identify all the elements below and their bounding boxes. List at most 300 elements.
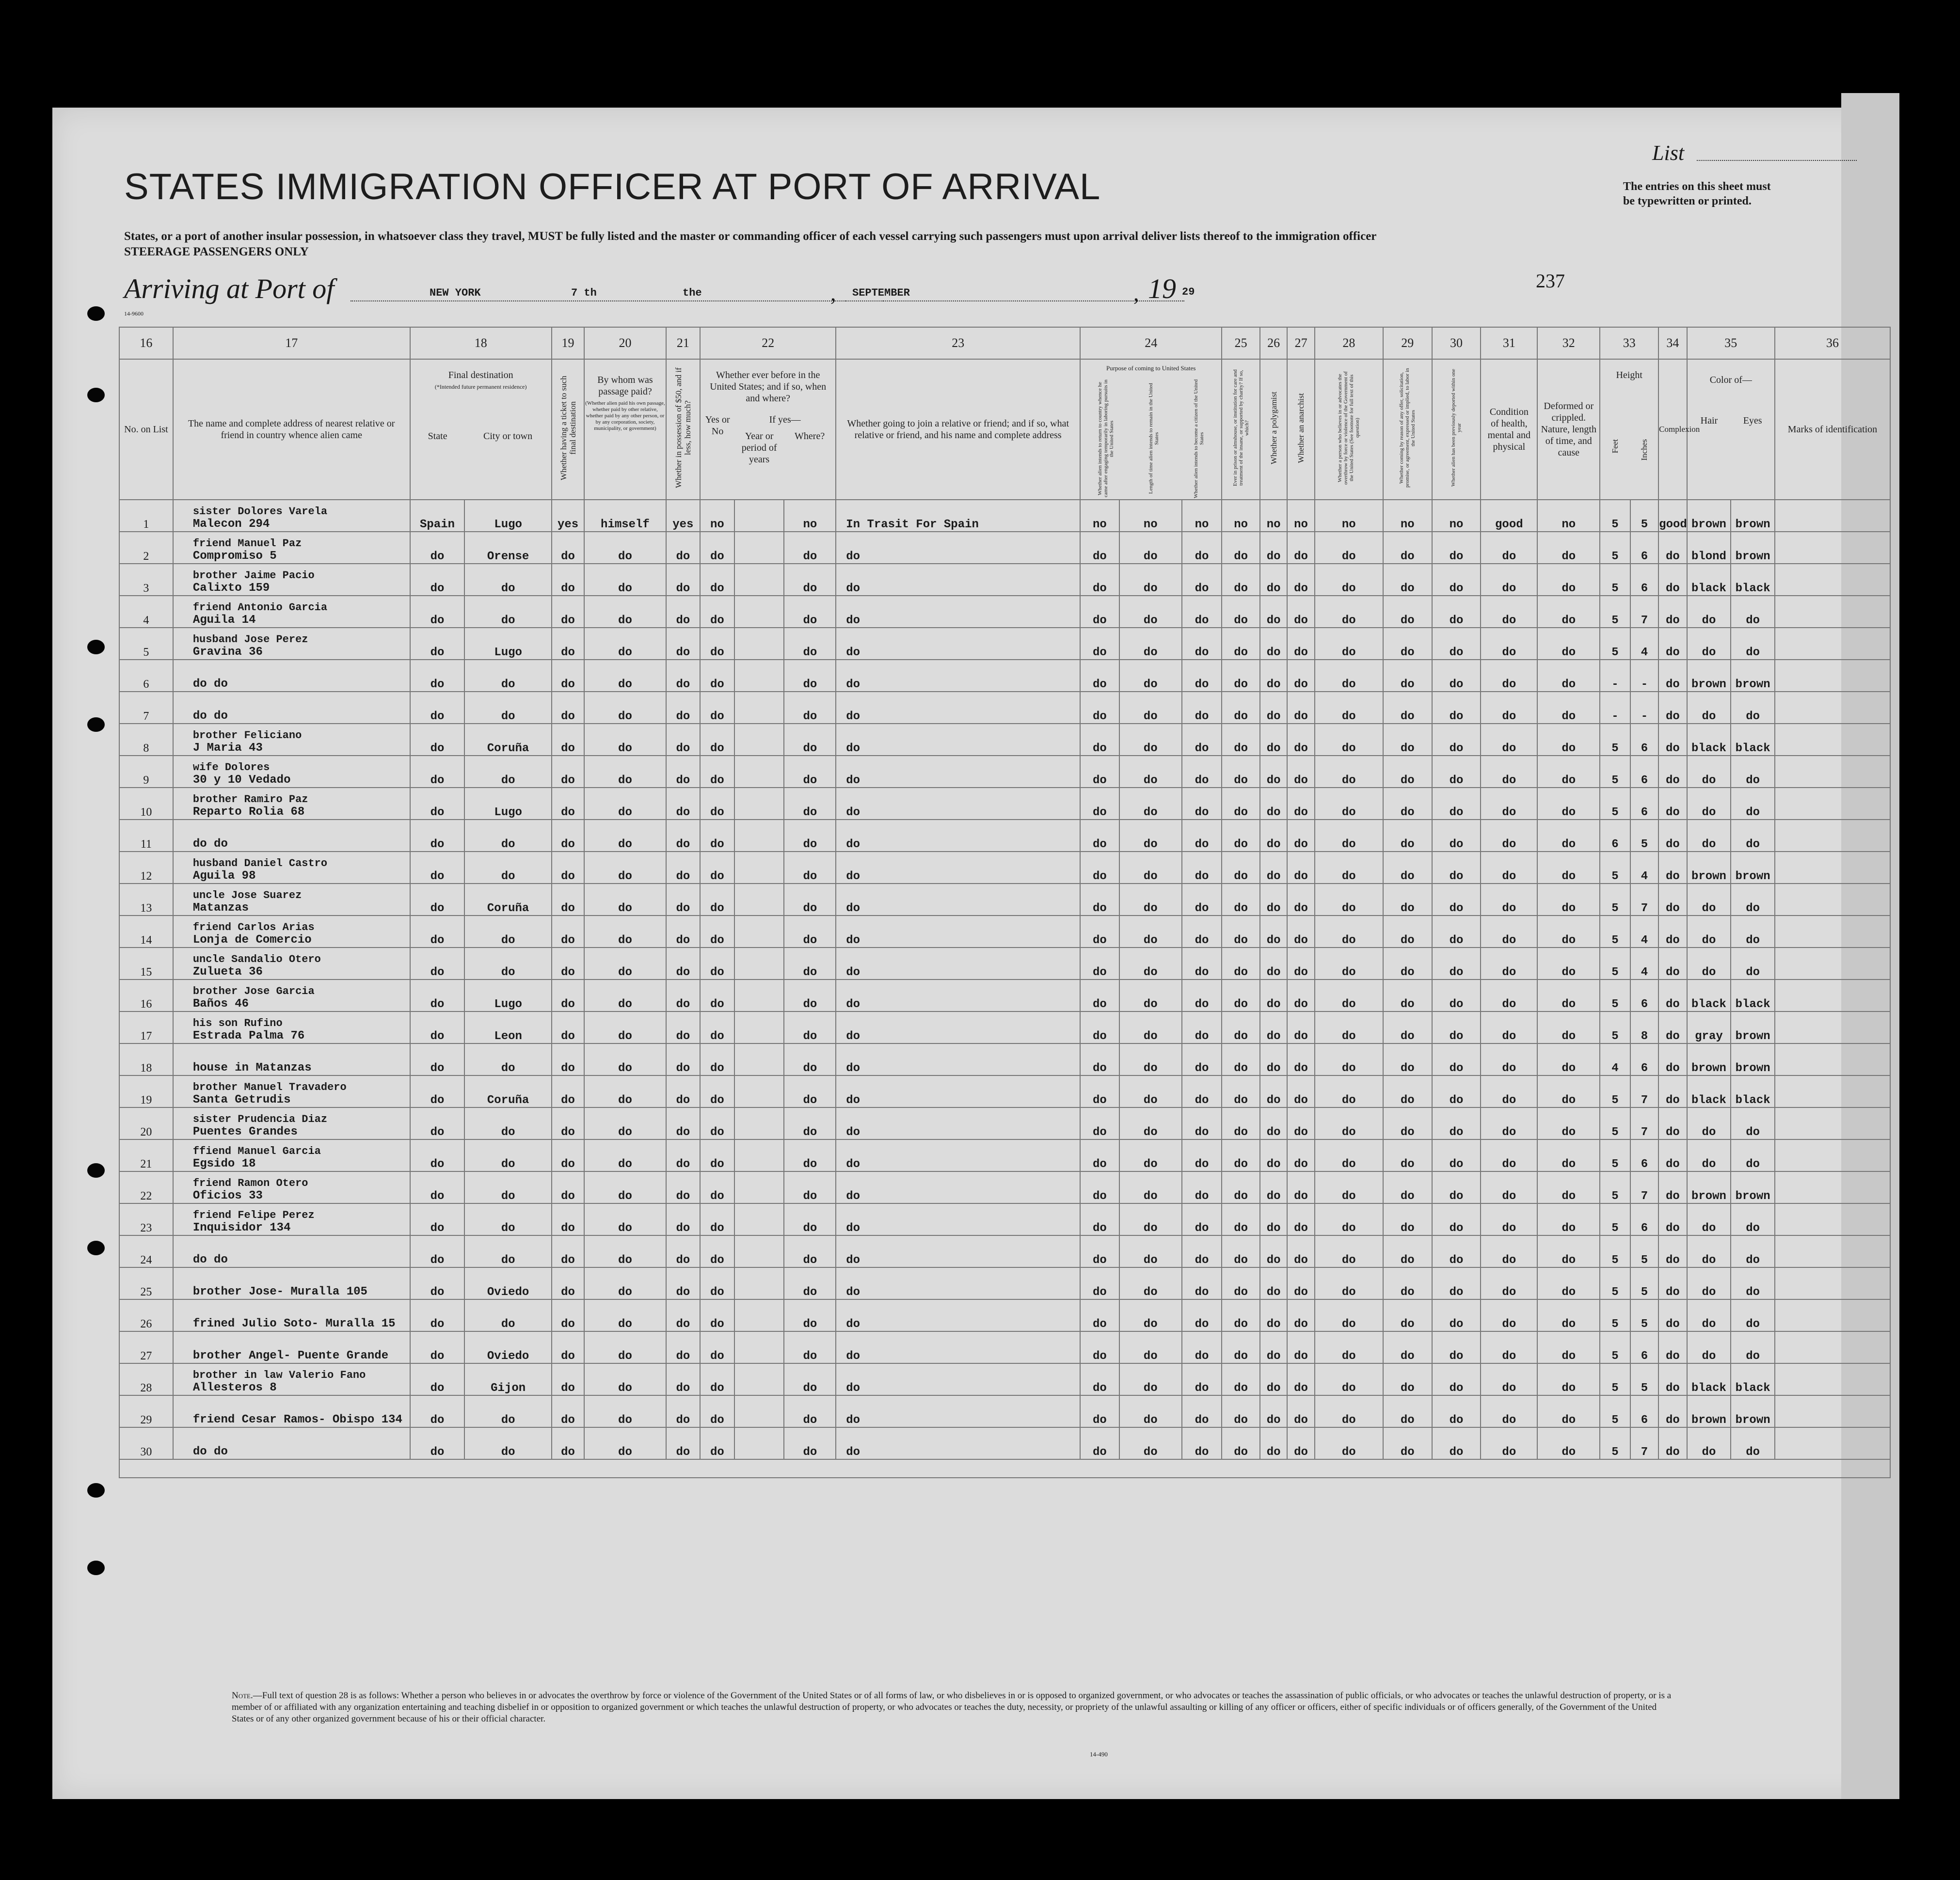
state-cell: do xyxy=(410,596,465,628)
relative-address-line: Calixto 159 xyxy=(192,582,270,595)
complexion-cell: do xyxy=(1658,1299,1687,1331)
relative-name xyxy=(193,1433,410,1445)
purpose-a-cell: do xyxy=(1080,1267,1119,1299)
year-prefix: 19 xyxy=(1148,273,1176,304)
row-number: 16 xyxy=(119,979,173,1011)
polygamist-cell: do xyxy=(1260,1267,1287,1299)
before-us-cell: do xyxy=(700,1331,734,1363)
feet-cell: 5 xyxy=(1600,1235,1630,1267)
health-cell: do xyxy=(1481,1011,1537,1043)
purpose-b-cell: do xyxy=(1119,948,1182,979)
eyes-cell: do xyxy=(1731,1427,1775,1459)
joining-cell: do xyxy=(836,1171,1080,1203)
deformed-cell: do xyxy=(1537,1235,1600,1267)
hair-cell: brown xyxy=(1687,852,1731,884)
city-cell: do xyxy=(464,948,551,979)
hdr-color xyxy=(1687,359,1775,500)
row-number: 26 xyxy=(119,1299,173,1331)
row-number: 1 xyxy=(119,500,173,532)
hdr-complexion: Complexion xyxy=(1658,359,1687,500)
q28-cell: do xyxy=(1315,1139,1383,1171)
q29-cell: do xyxy=(1383,756,1432,788)
purpose-a-cell: do xyxy=(1080,1395,1119,1427)
purpose-b-cell: do xyxy=(1119,660,1182,692)
row-number: 14 xyxy=(119,916,173,948)
q30-cell: do xyxy=(1432,788,1481,820)
row-number: 20 xyxy=(119,1107,173,1139)
relative-address-line: Estrada Palma 76 xyxy=(192,1029,305,1043)
table-row xyxy=(119,596,1890,628)
q30-cell: do xyxy=(1432,820,1481,852)
polygamist-cell: do xyxy=(1260,1139,1287,1171)
city-cell: do xyxy=(464,1395,551,1427)
purpose-c-cell: do xyxy=(1182,1203,1222,1235)
q28-cell: do xyxy=(1315,1363,1383,1395)
q30-cell: do xyxy=(1432,948,1481,979)
hair-cell: brown xyxy=(1687,660,1731,692)
q29-cell: no xyxy=(1383,500,1432,532)
period-cell xyxy=(734,1075,784,1107)
health-cell: do xyxy=(1481,1171,1537,1203)
ticket-cell: do xyxy=(552,1299,585,1331)
passage-paid-cell: do xyxy=(584,1427,666,1459)
before-us-cell: do xyxy=(700,564,734,596)
hair-cell: gray xyxy=(1687,1011,1731,1043)
q30-cell: do xyxy=(1432,1171,1481,1203)
prison-cell: do xyxy=(1222,820,1260,852)
marks-cell xyxy=(1775,1235,1890,1267)
deformed-cell: do xyxy=(1537,660,1600,692)
deformed-cell: do xyxy=(1537,596,1600,628)
relative-address xyxy=(173,1395,410,1427)
q28-cell: do xyxy=(1315,1203,1383,1235)
q28-cell: do xyxy=(1315,724,1383,756)
eyes-cell: brown xyxy=(1731,852,1775,884)
anarchist-cell: do xyxy=(1287,820,1314,852)
state-cell: do xyxy=(410,948,465,979)
q30-cell: do xyxy=(1432,1363,1481,1395)
q29-cell: do xyxy=(1383,948,1432,979)
q29-cell: do xyxy=(1383,1075,1432,1107)
eyes-cell: brown xyxy=(1731,500,1775,532)
hdr-purpose xyxy=(1080,359,1222,500)
hair-cell: do xyxy=(1687,1331,1731,1363)
comma-sep-2: , xyxy=(1133,281,1139,305)
marks-cell xyxy=(1775,564,1890,596)
joining-cell: do xyxy=(836,628,1080,660)
hdr-purpose-b: Length of time alien intends to remain in the United States xyxy=(1148,383,1160,494)
q28-cell: do xyxy=(1315,1107,1383,1139)
row-number: 27 xyxy=(119,1331,173,1363)
purpose-c-cell: do xyxy=(1182,596,1222,628)
deformed-cell: do xyxy=(1537,756,1600,788)
col-num: 33 xyxy=(1600,327,1658,359)
health-cell: do xyxy=(1481,532,1537,564)
relative-address xyxy=(173,532,410,564)
q29-cell: do xyxy=(1383,532,1432,564)
passage-paid-cell: do xyxy=(584,916,666,948)
deformed-cell: do xyxy=(1537,692,1600,724)
ticket-cell: do xyxy=(552,1011,585,1043)
marks-cell xyxy=(1775,532,1890,564)
feet-cell: 5 xyxy=(1600,1395,1630,1427)
before-us-cell: do xyxy=(700,916,734,948)
before-us-cell: do xyxy=(700,596,734,628)
row-number: 18 xyxy=(119,1043,173,1075)
where-cell: do xyxy=(784,948,836,979)
table-row xyxy=(119,1267,1890,1299)
purpose-a-cell: do xyxy=(1080,1331,1119,1363)
before-us-cell: do xyxy=(700,820,734,852)
q28-cell: do xyxy=(1315,756,1383,788)
col-num: 24 xyxy=(1080,327,1222,359)
before-us-cell: do xyxy=(700,852,734,884)
inches-cell: - xyxy=(1630,692,1658,724)
polygamist-cell: do xyxy=(1260,1427,1287,1459)
year-suffix: 29 xyxy=(1182,286,1195,298)
purpose-b-cell: do xyxy=(1119,916,1182,948)
col-num: 30 xyxy=(1432,327,1481,359)
relative-address-line: Matanzas xyxy=(192,901,249,915)
complexion-cell: do xyxy=(1658,596,1687,628)
purpose-a-cell: do xyxy=(1080,979,1119,1011)
state-cell: do xyxy=(410,532,465,564)
complexion-cell: do xyxy=(1658,1043,1687,1075)
eyes-cell: do xyxy=(1731,820,1775,852)
anarchist-cell: do xyxy=(1287,948,1314,979)
hdr-relative-address: The name and complete address of nearest relative or friend in country whence alien came xyxy=(173,359,410,500)
marks-cell xyxy=(1775,1139,1890,1171)
period-cell xyxy=(734,1043,784,1075)
polygamist-cell: do xyxy=(1260,884,1287,916)
joining-cell: do xyxy=(836,692,1080,724)
passage-paid-cell: himself xyxy=(584,500,666,532)
table-row xyxy=(119,724,1890,756)
polygamist-cell: do xyxy=(1260,1075,1287,1107)
inches-cell: - xyxy=(1630,660,1658,692)
deformed-cell: do xyxy=(1537,1107,1600,1139)
complexion-cell: do xyxy=(1658,692,1687,724)
state-cell: do xyxy=(410,1427,465,1459)
where-cell: do xyxy=(784,788,836,820)
passage-paid-cell: do xyxy=(584,1011,666,1043)
purpose-a-cell: do xyxy=(1080,1299,1119,1331)
city-cell: Lugo xyxy=(464,500,551,532)
hdr-no-on-list: No. on List xyxy=(119,359,173,500)
relative-address xyxy=(173,1235,410,1267)
relative-address xyxy=(173,852,410,884)
prison-cell: do xyxy=(1222,1075,1260,1107)
joining-cell: do xyxy=(836,1107,1080,1139)
hdr-city: City or town xyxy=(483,431,533,442)
relative-name: brother Jose Garcia xyxy=(192,985,315,997)
purpose-b-cell: do xyxy=(1119,788,1182,820)
complexion-cell: do xyxy=(1658,724,1687,756)
relative-address xyxy=(173,660,410,692)
table-row xyxy=(119,1043,1890,1075)
before-us-cell: do xyxy=(700,1139,734,1171)
q29-cell: do xyxy=(1383,916,1432,948)
period-cell xyxy=(734,916,784,948)
hair-cell: do xyxy=(1687,692,1731,724)
hdr-before-us xyxy=(700,359,836,500)
state-cell: do xyxy=(410,724,465,756)
eyes-cell: black xyxy=(1731,564,1775,596)
money-cell: do xyxy=(666,1395,701,1427)
hdr-where: Where? xyxy=(795,431,825,442)
column-number-row xyxy=(119,327,1890,359)
eyes-cell: do xyxy=(1731,1107,1775,1139)
col-num: 28 xyxy=(1315,327,1383,359)
hdr-condition: Condition of health, mental and physical xyxy=(1481,359,1537,500)
money-cell: do xyxy=(666,820,701,852)
health-cell: do xyxy=(1481,1395,1537,1427)
prison-cell: do xyxy=(1222,788,1260,820)
passage-paid-cell: do xyxy=(584,1139,666,1171)
period-cell xyxy=(734,1395,784,1427)
ticket-cell: do xyxy=(552,1235,585,1267)
q30-cell: do xyxy=(1432,532,1481,564)
hair-cell: do xyxy=(1687,916,1731,948)
complexion-cell: do xyxy=(1658,1331,1687,1363)
passage-paid-cell: do xyxy=(584,1171,666,1203)
inches-cell: 6 xyxy=(1630,532,1658,564)
before-us-cell: do xyxy=(700,1299,734,1331)
polygamist-cell: do xyxy=(1260,852,1287,884)
complexion-cell: do xyxy=(1658,820,1687,852)
hdr-polygamist: Whether a polygamist xyxy=(1269,391,1278,465)
feet-cell: - xyxy=(1600,660,1630,692)
health-cell: do xyxy=(1481,852,1537,884)
city-cell: do xyxy=(464,1171,551,1203)
day-value: 7 th xyxy=(571,287,597,299)
marks-cell xyxy=(1775,948,1890,979)
inches-cell: 7 xyxy=(1630,1171,1658,1203)
polygamist-cell: do xyxy=(1260,948,1287,979)
table-row xyxy=(119,820,1890,852)
polygamist-cell: do xyxy=(1260,660,1287,692)
passage-paid-cell: do xyxy=(584,852,666,884)
col-num: 31 xyxy=(1481,327,1537,359)
prison-cell: do xyxy=(1222,948,1260,979)
relative-name: sister Dolores Varela xyxy=(192,506,328,518)
feet-cell: 5 xyxy=(1600,1363,1630,1395)
inches-cell: 6 xyxy=(1630,979,1658,1011)
col-num: 17 xyxy=(173,327,410,359)
state-cell: do xyxy=(410,1075,465,1107)
passage-paid-cell: do xyxy=(584,532,666,564)
health-cell: do xyxy=(1481,1363,1537,1395)
complexion-cell: good xyxy=(1658,500,1687,532)
q30-cell: do xyxy=(1432,1395,1481,1427)
hair-cell: do xyxy=(1687,596,1731,628)
table-row xyxy=(119,884,1890,916)
relative-address-line: 30 y 10 Vedado xyxy=(192,774,291,787)
anarchist-cell: do xyxy=(1287,1331,1314,1363)
prison-cell: do xyxy=(1222,564,1260,596)
purpose-b-cell: do xyxy=(1119,1075,1182,1107)
purpose-c-cell: do xyxy=(1182,820,1222,852)
feet-cell: 5 xyxy=(1600,564,1630,596)
money-cell: do xyxy=(666,532,701,564)
marks-cell xyxy=(1775,1395,1890,1427)
marks-cell xyxy=(1775,500,1890,532)
eyes-cell: brown xyxy=(1731,1011,1775,1043)
deformed-cell: do xyxy=(1537,1299,1600,1331)
city-cell: do xyxy=(464,1043,551,1075)
table-row xyxy=(119,532,1890,564)
complexion-cell: do xyxy=(1658,1139,1687,1171)
purpose-c-cell: do xyxy=(1182,628,1222,660)
relative-address-line: house in Matanzas xyxy=(192,1061,312,1074)
col-num: 25 xyxy=(1222,327,1260,359)
purpose-a-cell: do xyxy=(1080,916,1119,948)
marks-cell xyxy=(1775,1203,1890,1235)
hair-cell: do xyxy=(1687,756,1731,788)
feet-cell: 5 xyxy=(1600,852,1630,884)
row-number: 12 xyxy=(119,852,173,884)
period-cell xyxy=(734,1331,784,1363)
joining-cell: do xyxy=(836,1267,1080,1299)
q30-cell: do xyxy=(1432,692,1481,724)
city-cell: Oviedo xyxy=(464,1267,551,1299)
city-cell: do xyxy=(464,1139,551,1171)
purpose-c-cell: do xyxy=(1182,884,1222,916)
row-number: 24 xyxy=(119,1235,173,1267)
table-row xyxy=(119,1427,1890,1459)
relative-name: brother Ramiro Paz xyxy=(192,793,308,806)
hdr-prison: Ever in prison or almshouse, or institution for care and treatment of the insane, or supported by charity? If so, which? xyxy=(1232,369,1250,487)
relative-address xyxy=(173,916,410,948)
q29-cell: do xyxy=(1383,1267,1432,1299)
purpose-a-cell: do xyxy=(1080,1363,1119,1395)
prison-cell: do xyxy=(1222,1427,1260,1459)
row-number: 2 xyxy=(119,532,173,564)
where-cell: do xyxy=(784,756,836,788)
marks-cell xyxy=(1775,756,1890,788)
purpose-c-cell: do xyxy=(1182,756,1222,788)
comma-sep: , xyxy=(830,281,836,305)
joining-cell: do xyxy=(836,852,1080,884)
footer-note xyxy=(232,1690,1676,1725)
relative-address-line: do do xyxy=(192,1253,228,1266)
city-cell: Lugo xyxy=(464,979,551,1011)
deformed-cell: do xyxy=(1537,820,1600,852)
ticket-cell: do xyxy=(552,820,585,852)
passage-paid-cell: do xyxy=(584,1267,666,1299)
col-num: 29 xyxy=(1383,327,1432,359)
inches-cell: 5 xyxy=(1630,820,1658,852)
polygamist-cell: do xyxy=(1260,979,1287,1011)
table-row xyxy=(119,1395,1890,1427)
port-line xyxy=(351,300,884,301)
marks-cell xyxy=(1775,1043,1890,1075)
relative-address xyxy=(173,1171,410,1203)
q29-cell: do xyxy=(1383,724,1432,756)
hair-cell: blond xyxy=(1687,532,1731,564)
footer-form-code: 14-490 xyxy=(1090,1751,1108,1758)
before-us-cell: do xyxy=(700,660,734,692)
ticket-cell: do xyxy=(552,1107,585,1139)
relative-address xyxy=(173,564,410,596)
polygamist-cell: do xyxy=(1260,1043,1287,1075)
city-cell: do xyxy=(464,692,551,724)
purpose-c-cell: do xyxy=(1182,1139,1222,1171)
purpose-c-cell: do xyxy=(1182,692,1222,724)
anarchist-cell: do xyxy=(1287,1139,1314,1171)
anarchist-cell: do xyxy=(1287,692,1314,724)
marks-cell xyxy=(1775,1011,1890,1043)
hair-cell: do xyxy=(1687,1299,1731,1331)
prison-cell: do xyxy=(1222,596,1260,628)
table-row xyxy=(119,1011,1890,1043)
state-cell: do xyxy=(410,660,465,692)
eyes-cell: do xyxy=(1731,692,1775,724)
joining-cell: do xyxy=(836,1363,1080,1395)
passage-paid-cell: do xyxy=(584,692,666,724)
purpose-b-cell: do xyxy=(1119,1011,1182,1043)
passage-paid-cell: do xyxy=(584,820,666,852)
deformed-cell: do xyxy=(1537,1075,1600,1107)
health-cell: do xyxy=(1481,724,1537,756)
period-cell xyxy=(734,532,784,564)
relative-address xyxy=(173,1139,410,1171)
relative-address xyxy=(173,500,410,532)
relative-address-line: Baños 46 xyxy=(192,997,249,1011)
marks-cell xyxy=(1775,1267,1890,1299)
purpose-a-cell: do xyxy=(1080,852,1119,884)
q29-cell: do xyxy=(1383,1043,1432,1075)
eyes-cell: do xyxy=(1731,1331,1775,1363)
hdr-passage-note: (Whether alien paid his own passage, whether paid by other relative, whether paid by any other person, or by any corporation, society, municipality, or government) xyxy=(585,400,665,431)
polygamist-cell: do xyxy=(1260,692,1287,724)
where-cell: do xyxy=(784,1331,836,1363)
purpose-a-cell: no xyxy=(1080,500,1119,532)
deformed-cell: do xyxy=(1537,916,1600,948)
relative-address xyxy=(173,820,410,852)
purpose-c-cell: do xyxy=(1182,788,1222,820)
deformed-cell: do xyxy=(1537,532,1600,564)
q30-cell: do xyxy=(1432,1075,1481,1107)
eyes-cell: do xyxy=(1731,1139,1775,1171)
hair-cell: do xyxy=(1687,1267,1731,1299)
eyes-cell: do xyxy=(1731,1267,1775,1299)
relative-name xyxy=(193,665,410,678)
ticket-cell: do xyxy=(552,884,585,916)
period-cell xyxy=(734,724,784,756)
period-cell xyxy=(734,1427,784,1459)
relative-address-line: friend Cesar Ramos- Obispo 134 xyxy=(192,1413,402,1426)
ticket-cell: do xyxy=(552,852,585,884)
hair-cell: do xyxy=(1687,948,1731,979)
prison-cell: do xyxy=(1222,1171,1260,1203)
state-cell: do xyxy=(410,820,465,852)
polygamist-cell: do xyxy=(1260,1363,1287,1395)
relative-name xyxy=(193,697,410,710)
purpose-c-cell: do xyxy=(1182,532,1222,564)
money-cell: do xyxy=(666,564,701,596)
money-cell: yes xyxy=(666,500,701,532)
table-row xyxy=(119,692,1890,724)
where-cell: do xyxy=(784,1203,836,1235)
inches-cell: 7 xyxy=(1630,1107,1658,1139)
q28-cell: do xyxy=(1315,1427,1383,1459)
purpose-a-cell: do xyxy=(1080,692,1119,724)
city-cell: do xyxy=(464,820,551,852)
passage-paid-cell: do xyxy=(584,756,666,788)
inches-cell: 5 xyxy=(1630,1363,1658,1395)
relative-address-line: Reparto Rolia 68 xyxy=(192,806,305,819)
